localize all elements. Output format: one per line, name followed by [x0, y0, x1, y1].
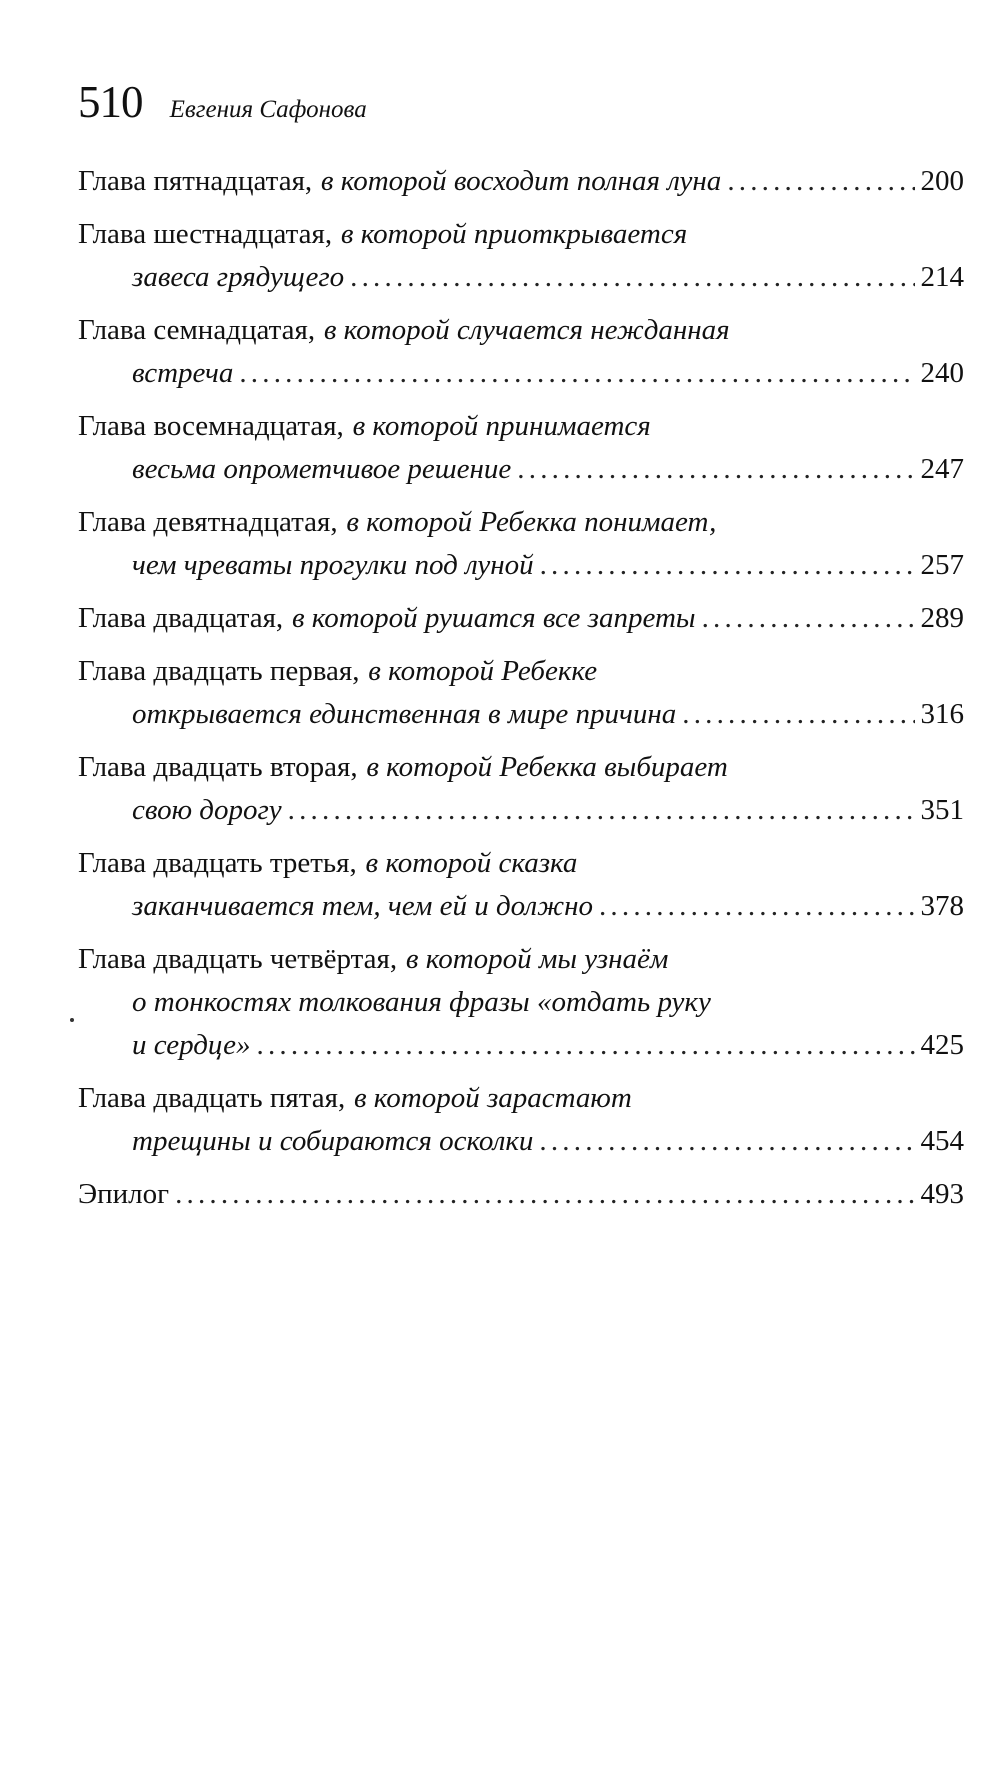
chapter-title: Глава двадцать вторая,	[78, 751, 358, 783]
toc-entry[interactable]	[78, 842, 964, 928]
chapter-subtitle: в которой Ребекке	[368, 655, 598, 687]
chapter-title: Глава шестнадцатая,	[78, 218, 333, 250]
page-reference: 247	[920, 453, 964, 485]
chapter-subtitle: в которой сказка	[365, 847, 578, 879]
dot-leader	[539, 1120, 914, 1163]
chapter-title: Глава двадцать четвёртая,	[78, 943, 398, 975]
page-reference: 378	[920, 890, 964, 922]
page-reference: 454	[920, 1125, 964, 1157]
toc-entry[interactable]	[78, 405, 964, 491]
toc-entry[interactable]	[78, 650, 964, 736]
chapter-subtitle: в которой принимается	[352, 410, 651, 442]
chapter-subtitle: в которой зарастают	[353, 1082, 632, 1114]
chapter-subtitle: о тонкостях толкования фразы «отдать руку	[132, 986, 711, 1018]
page-reference: 316	[920, 698, 964, 730]
page-reference: 493	[920, 1178, 964, 1210]
dot-leader	[727, 160, 914, 203]
chapter-subtitle: завеса грядущего	[132, 261, 345, 293]
page-reference: 257	[920, 549, 964, 581]
toc-entry[interactable]	[78, 213, 964, 299]
chapter-subtitle: чем чреваты прогулки под луной	[132, 549, 534, 581]
dot-leader	[702, 597, 915, 640]
chapter-subtitle: в которой Ребекка выбирает	[366, 751, 728, 783]
toc-entry[interactable]	[78, 938, 964, 1067]
chapter-title: Глава двадцать первая,	[78, 655, 360, 687]
dot-leader	[517, 448, 914, 491]
dot-leader	[540, 544, 915, 587]
chapter-title: Глава двадцать пятая,	[78, 1082, 346, 1114]
toc-entry[interactable]	[78, 746, 964, 832]
dot-leader	[350, 256, 914, 299]
toc-entry[interactable]	[78, 597, 964, 640]
toc-entry[interactable]	[78, 1077, 964, 1163]
chapter-subtitle: открывается единственная в мире причина	[132, 698, 677, 730]
chapter-title: Глава пятнадцатая,	[78, 165, 313, 197]
chapter-subtitle: в которой рушатся все запреты	[291, 602, 696, 634]
epilogue-title: Эпилог	[78, 1178, 170, 1210]
dot-leader	[288, 789, 915, 832]
page-reference: 240	[920, 357, 964, 389]
toc-entry[interactable]	[78, 160, 964, 203]
print-speck	[70, 1018, 74, 1022]
chapter-subtitle: свою дорогу	[132, 794, 282, 826]
page-reference: 214	[920, 261, 964, 293]
chapter-subtitle: трещины и собираются осколки	[132, 1125, 534, 1157]
page-reference: 425	[920, 1029, 964, 1061]
dot-leader	[682, 693, 914, 736]
page-reference: 351	[920, 794, 964, 826]
dot-leader	[257, 1024, 915, 1067]
chapter-subtitle: в которой приоткрывается	[340, 218, 688, 250]
chapter-title: Глава двадцать третья,	[78, 847, 357, 879]
dot-leader	[239, 352, 914, 395]
table-of-contents	[78, 160, 964, 1226]
chapter-subtitle: заканчивается тем, чем ей и должно	[132, 890, 593, 922]
chapter-subtitle: в которой мы узнаём	[405, 943, 669, 975]
author-name: Евгения Сафонова	[169, 96, 367, 123]
chapter-title: Глава двадцатая,	[78, 602, 284, 634]
dot-leader	[599, 885, 915, 928]
chapter-subtitle: в которой случается нежданная	[323, 314, 730, 346]
chapter-title: Глава девятнадцатая,	[78, 506, 338, 538]
chapter-subtitle: и сердце»	[132, 1029, 251, 1061]
page-reference: 289	[920, 602, 964, 634]
chapter-subtitle: встреча	[132, 357, 234, 389]
page-reference: 200	[920, 165, 964, 197]
toc-entry[interactable]	[78, 501, 964, 587]
chapter-title: Глава восемнадцатая,	[78, 410, 344, 442]
dot-leader	[175, 1173, 914, 1216]
toc-entry-epilogue[interactable]	[78, 1173, 964, 1216]
chapter-subtitle: весьма опрометчивое решение	[132, 453, 512, 485]
chapter-subtitle: в которой восходит полная луна	[320, 165, 722, 197]
page-number: 510	[78, 77, 143, 127]
chapter-subtitle: в которой Ребекка понимает,	[346, 506, 717, 538]
chapter-title: Глава семнадцатая,	[78, 314, 316, 346]
running-head	[78, 76, 367, 128]
toc-entry[interactable]	[78, 309, 964, 395]
